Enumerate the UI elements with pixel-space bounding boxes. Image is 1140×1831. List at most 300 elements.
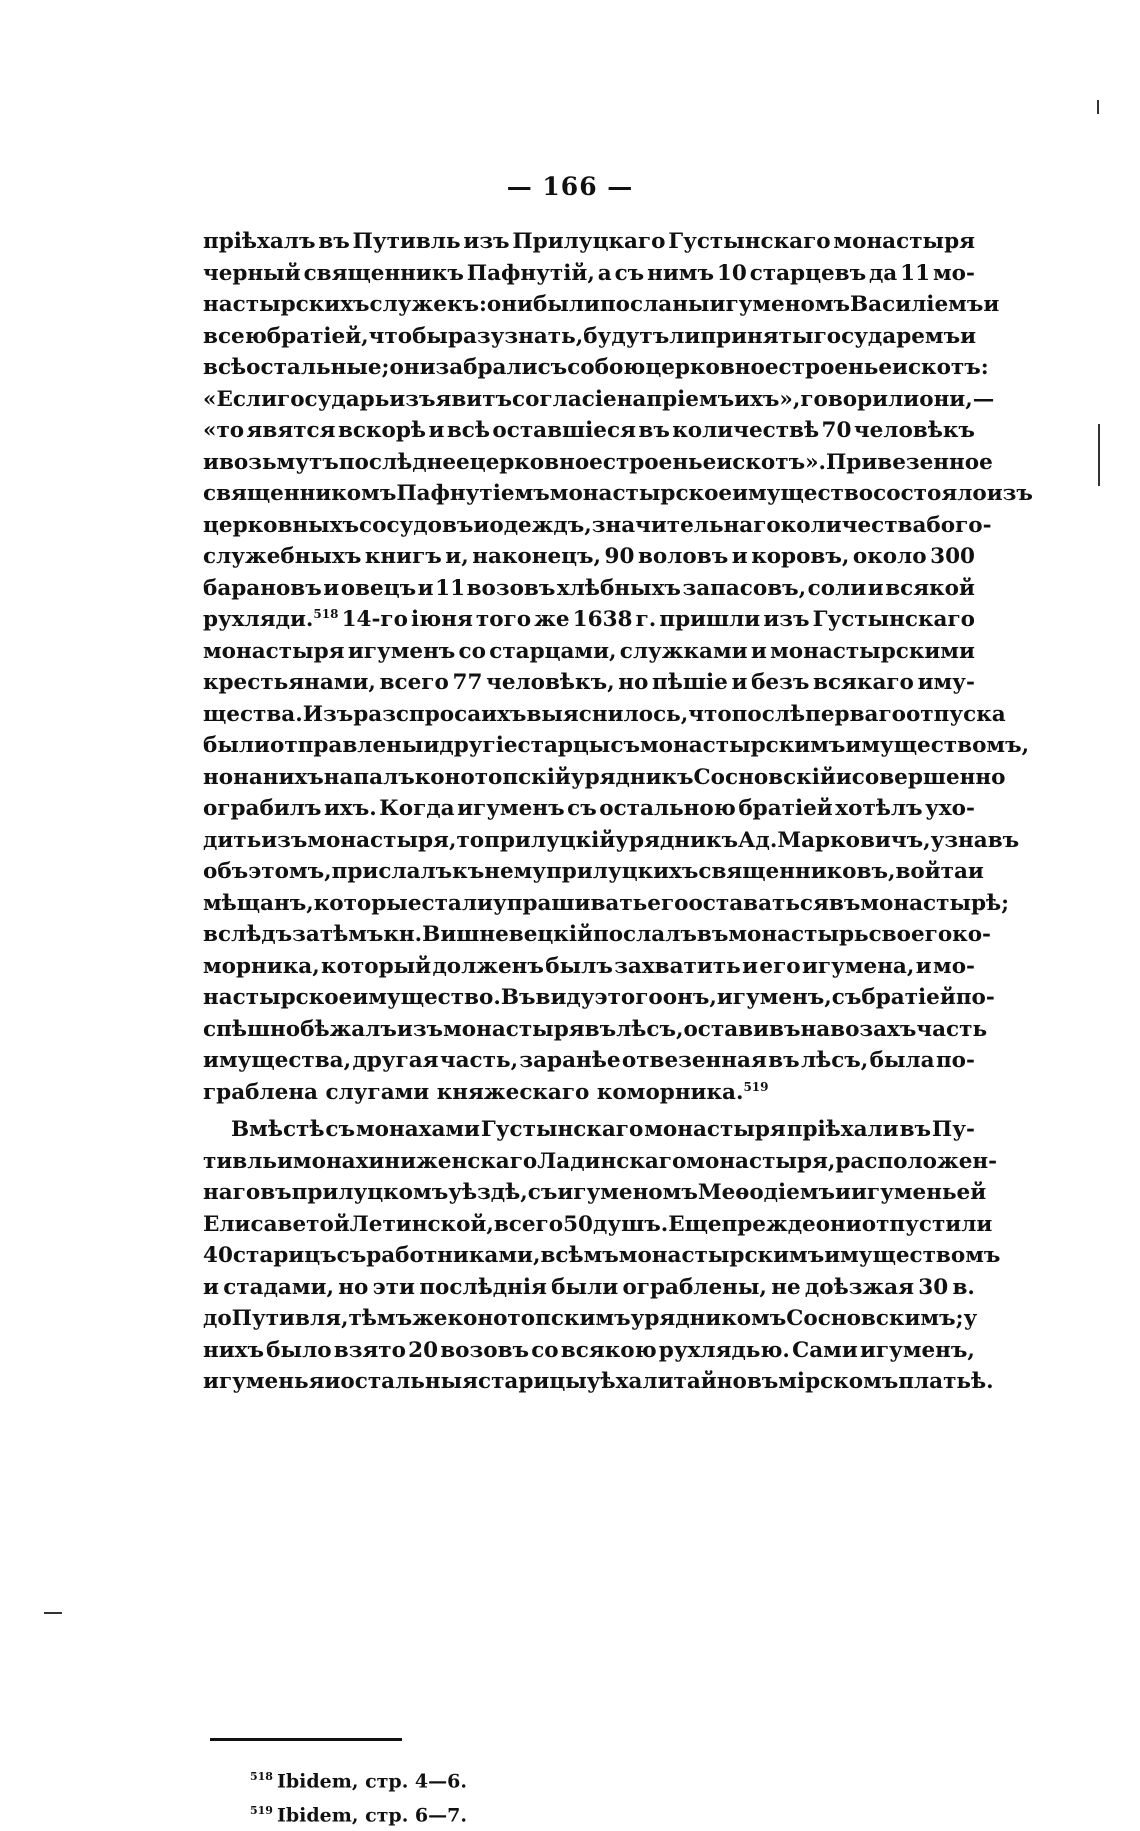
word: была [869,1048,935,1073]
word: и [835,764,852,790]
word: тѣмъ [348,1306,413,1331]
word: да [868,260,898,286]
word: монахини [292,1148,417,1174]
word: явятся [246,418,336,443]
footnote-number: 518 [250,1770,273,1783]
word: монастыря [644,1117,786,1142]
word: выяснилось, [526,701,689,727]
word: въ [828,890,861,916]
word: мѣщанъ, [203,890,314,916]
word: всѣ [203,355,247,380]
word: они [389,355,436,380]
word: на [233,764,263,790]
word: пришли [659,607,761,632]
text-line [203,1014,988,1046]
word: овецъ [340,575,417,601]
word: и [423,733,440,758]
word: мiрскомъ [778,1369,899,1394]
word: старицы [478,1369,587,1394]
word: коровъ, [751,544,850,569]
word: душъ. [593,1211,669,1237]
word: коморника.$^{519}$ [596,1079,769,1105]
word: воловъ [637,544,729,569]
word: въ [899,1117,931,1142]
word: Густынскаго [812,607,975,632]
word: всего [379,670,449,695]
word: Пафнутiемъ [396,481,550,506]
word: Густынскаго [480,1117,644,1142]
word: церковное [469,449,603,475]
word: 50 [563,1211,593,1237]
word: другая [352,1048,439,1073]
word: упрашивать [492,890,648,916]
word: стали [421,890,493,916]
word: имущество [732,481,874,506]
word: отвезенная [621,1048,767,1073]
word: были [203,733,270,758]
text-line [203,919,991,951]
word: разспроса [353,701,482,727]
word: ухо- [925,796,975,821]
word: «то [203,418,245,443]
word: не [771,1274,801,1300]
word: было [266,1337,332,1363]
word: Меѳодiемъ [697,1180,836,1205]
word: слугами [325,1079,430,1105]
word: къ [452,859,485,884]
word: Летинской, [349,1211,494,1237]
word: священниковъ, [698,859,896,884]
word: 90 [604,544,635,569]
word: лѣсъ, [616,1016,684,1042]
text-line [203,1303,978,1335]
footnote-divider [210,1738,402,1741]
footnote-item [250,1796,467,1830]
word: бого- [926,512,992,538]
word: строенье [602,449,717,475]
word: хотѣлъ [835,796,923,821]
word: 40 [203,1243,233,1268]
word: и [417,575,434,601]
word: монастырѣ; [860,890,1010,916]
main-text [203,226,1033,1398]
word: игуменья [203,1369,325,1394]
text-line [203,951,975,983]
word: нимъ [647,260,714,286]
word: игуменъ [347,638,456,664]
word: нихъ [203,1337,264,1363]
word: отправлены [270,733,424,758]
word: и [750,638,767,664]
word: отпуска [905,701,1006,727]
word: всѣмъ [540,1243,619,1268]
word: прежде [721,1211,816,1237]
word: съ [537,355,568,380]
word: въ [318,229,350,254]
word: урядникъ [615,827,738,853]
word: захватить [614,953,741,979]
word: заранѣе [519,1048,621,1073]
word: они [486,292,533,317]
word: на [616,386,647,412]
word: монастырское [549,481,733,506]
word: Василiемъ [850,292,984,317]
word: согласiе [512,386,617,412]
word: въ [584,1016,617,1042]
word: изъ [396,1016,444,1042]
word: же [534,607,570,632]
paragraph-2 [203,1114,1001,1398]
word: забрали [435,355,538,380]
word: ли [669,323,701,349]
word: ихъ. [323,796,377,821]
word: братiей [738,796,833,821]
word: священникомъ [203,481,397,506]
word: конотопскiй [414,764,571,790]
text-line [203,510,992,542]
word: который [321,953,432,979]
word: и [967,859,984,884]
word: 70 [821,418,852,443]
footnotes [250,1762,467,1831]
word: барановъ [203,575,322,601]
word: 10 [716,260,747,286]
word: настырскихъ [203,292,370,317]
word: совершенно [851,764,1006,790]
text-line [203,541,975,573]
word: 11 [900,260,931,286]
word: расположен- [835,1148,998,1174]
word: игуменъ [457,796,565,821]
word: всякой [885,575,975,601]
word: на [800,1016,831,1042]
word: прiѣхалъ [203,229,316,254]
text-line [203,1272,975,1304]
word: лѣсъ, [800,1048,869,1073]
word: со [458,638,486,664]
word: изъявитъ [389,386,513,412]
word: оставаться [688,890,829,916]
word: служекъ: [369,292,487,317]
text-line [203,604,975,636]
word: сосудовъ [359,512,474,538]
word: граблена [203,1079,318,1105]
word: хлѣбныхъ [556,575,681,601]
word: уѣхали [586,1369,674,1394]
footnote-reference[interactable]: 518 [313,606,339,621]
text-line [203,352,989,384]
page-number: — 166 — [506,172,634,201]
word: имуществомъ [824,1243,1001,1268]
word: уѣздѣ, [448,1180,528,1205]
word: и [276,1148,293,1174]
word: прилуцкомъ [291,1180,449,1205]
word: скотъ: [907,355,989,380]
text-line [203,384,995,416]
word: прилуцкихъ [546,859,699,884]
word: изъ [261,827,308,853]
word: изъ [463,229,510,254]
word: были [532,292,600,317]
word: г. [635,607,657,632]
word: всѣ [446,418,490,443]
word: наго [203,1180,261,1205]
word: въ [638,418,670,443]
word: работниками, [366,1243,541,1268]
word: долженъ [432,953,544,979]
word: Прилуцкаго [512,229,666,254]
word: своего [868,922,953,947]
word: 77 [452,670,483,695]
word: 20 [408,1337,439,1363]
word: изъ [986,481,1033,506]
margin-mark [1097,100,1099,114]
word: и [203,449,219,475]
word: объ [203,859,249,884]
word: игумена, [801,953,915,979]
word: прiемъ [646,386,735,412]
word: монастыря, [686,1148,836,1174]
word: въ [746,1369,779,1394]
word: 11 [435,575,466,601]
footnote-item [250,1762,467,1796]
word: виду [535,985,595,1010]
word: тивль [203,1148,277,1174]
word: и [915,953,932,979]
word: и [742,953,759,979]
word: конотопскимъ [447,1306,631,1331]
text-line [203,1146,998,1178]
word: мо- [932,260,975,286]
word: имущество. [352,985,501,1010]
paragraph-1 [203,226,1033,1108]
word: и, [445,544,469,569]
word: священникъ [303,260,464,286]
word: прислалъ [331,859,453,884]
word: значительнаго [591,512,781,538]
word: былъ [545,953,613,979]
word: узнавъ [930,827,1020,853]
word: пѣшiе [651,670,728,695]
word: и [892,355,908,380]
word: спѣшно [203,1016,301,1042]
word: монастырскимъ [618,1243,825,1268]
word: въ [696,922,729,947]
text-line [203,447,993,479]
word: бѣжалъ [300,1016,397,1042]
word: монастырь [728,922,869,947]
word: церковное [645,355,779,380]
word: съ [336,1243,367,1268]
word: послѣднее [338,449,470,475]
word: рухлядью. [658,1337,790,1363]
word: государь [277,386,390,412]
word: и [203,1274,219,1300]
word: игуменъ, [716,985,832,1010]
word: возовъ [466,575,556,601]
word: женскаго [416,1148,538,1174]
word: затѣмъ [292,922,384,947]
word: старицъ [232,1243,337,1268]
word: вскорѣ [337,418,427,443]
word: то [456,827,485,853]
word: другiе [439,733,518,758]
word: часть, [439,1048,519,1073]
text-line [203,573,975,605]
word: Привезенное [826,449,993,475]
word: ихъ», [734,386,801,412]
word: оставивъ [683,1016,801,1042]
word: ко- [952,922,991,947]
word: щества. [203,701,303,727]
word: мо- [933,953,975,979]
footnote-text: Ibidem, стр. 4—6. [276,1770,467,1793]
word: этого [594,985,663,1010]
word: всякаго [813,670,914,695]
word: нихъ [262,764,324,790]
word: Путивль [352,229,461,254]
text-line [203,226,975,258]
word: оставшiеся [492,418,636,443]
text-line [203,825,1020,857]
word: изъ [763,607,810,632]
word: книгъ [364,544,442,569]
word: часть [916,1016,988,1042]
word: соли [807,575,867,601]
word: Вмѣстѣ [231,1117,325,1142]
word: Когда [379,796,455,821]
word: нему [484,859,547,884]
text-line [203,636,975,668]
word: старцами, [489,638,617,664]
word: ограбилъ [203,796,322,821]
text-line [203,730,1030,762]
word: войта [895,859,968,884]
word: съ [831,985,862,1010]
word: но [338,1274,369,1300]
text-line [203,1240,1001,1272]
word: приняты [700,323,814,349]
word: Въ [500,985,536,1010]
word: монастыря, [307,827,457,853]
word: кн. [383,922,423,947]
word: до [203,1306,232,1331]
word: ихъ [481,701,527,727]
word: всею [203,323,267,349]
word: всего [493,1211,564,1237]
word: человѣкъ, [486,670,615,695]
word: въ [768,1048,800,1073]
word: человѣкъ [853,418,975,443]
text-line [203,1177,987,1209]
word: они [815,1211,862,1237]
word: съ [527,1180,558,1205]
word: же [412,1306,448,1331]
word: состояло [873,481,987,506]
word: монастыря [203,638,345,664]
word: урядникомъ [630,1306,787,1331]
word: 30 [918,1274,949,1300]
word: Путивля, [231,1306,349,1331]
word: в. [952,1274,975,1300]
word: количествѣ [672,418,820,443]
word: чтобы [368,323,448,349]
word: этомъ, [248,859,332,884]
text-line [203,1045,975,1077]
word: имущества, [203,1048,352,1073]
word: и [428,418,445,443]
word: посланы [599,292,710,317]
word: Ладинскаго [537,1148,687,1174]
word: рухляди.$^{518}$ [203,606,339,632]
word: черный [203,260,301,286]
text-line [203,888,1010,920]
word: наконецъ, [472,544,602,569]
text-line [203,793,975,825]
word: дить [203,827,262,853]
word: доѣзжая [804,1274,914,1300]
word: стадами, [223,1274,334,1300]
word: строенье [778,355,893,380]
footnote-text: Ibidem, стр. 6—7. [276,1804,467,1827]
word: и [867,575,884,601]
word: настырское [203,985,353,1010]
word: взято [333,1337,406,1363]
word: крестьянами, [203,670,376,695]
word: возахъ [830,1016,917,1042]
word: морника, [203,953,320,979]
word: 14-го [341,607,408,632]
word: Изъ [302,701,354,727]
word: старцы [517,733,611,758]
word: Сосновскимъ; [786,1306,964,1331]
word: а [597,260,612,286]
word: всякою [560,1337,657,1363]
text-line [203,699,1006,731]
word: ограблены, [622,1274,767,1300]
word: они,— [919,386,995,412]
margin-mark [44,1612,62,1614]
word: которые [313,890,422,916]
footnote-reference[interactable]: 519 [743,1079,769,1094]
word: игуменъ, [859,1337,975,1363]
footnote-number: 519 [250,1804,273,1818]
word: иму- [917,670,975,695]
text-line [203,1209,993,1241]
word: монастырскими [770,638,975,664]
word: по- [955,985,995,1010]
text-line [203,1366,994,1398]
word: Вишневецкiй [422,922,593,947]
word: и [960,323,977,349]
word: но [203,764,234,790]
text-line [203,258,975,290]
word: со [531,1337,559,1363]
word: возовъ [440,1337,530,1363]
text-line [203,415,975,447]
word: братiей [861,985,956,1010]
word: запасовъ, [682,575,807,601]
word: служками [619,638,748,664]
word: Еще [668,1211,722,1237]
word: прiѣхали [786,1117,899,1142]
word: Сами [792,1337,858,1363]
word: были [551,1274,619,1300]
text-line [203,1335,975,1367]
word: урядникъ [570,764,694,790]
word: у [963,1306,978,1331]
text-line [203,1077,975,1109]
